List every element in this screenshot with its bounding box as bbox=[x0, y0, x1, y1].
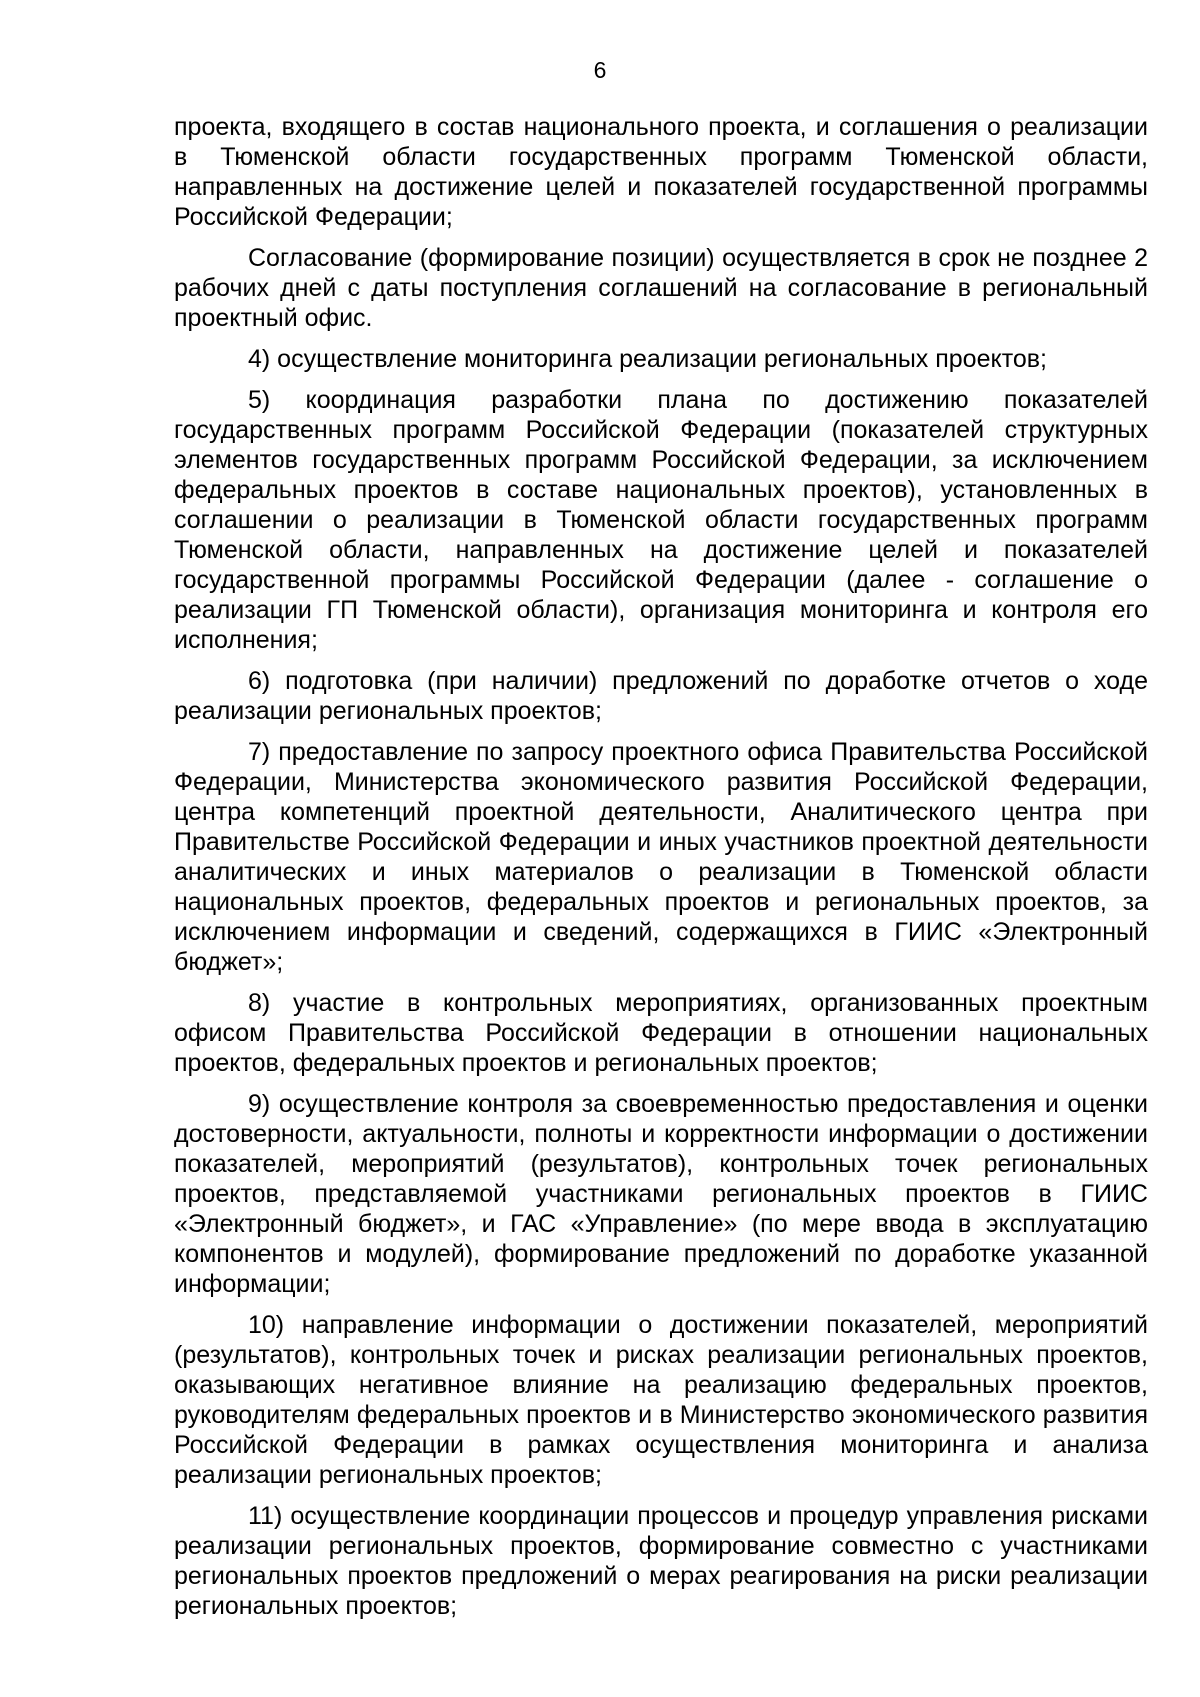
paragraph-continuation: проекта, входящего в состав национального проекта, и соглашения о реализации в Тюменской области государственных программ Тюменской области, направленных на достижение целей и показателей государственной программы Российской Федерации; bbox=[174, 113, 1148, 231]
paragraph-item-7: 7) предоставление по запросу проектного офиса Правительства Российской Федерации, Министерства экономического развития Российской Федерации, центра компетенций проектной деятельности, Аналитического центра при Правительстве Российской Федерации и иных участников проектной деятельности аналитических и иных материалов о реализации в Тюменской области национальных проектов, федеральных проектов и региональных проектов, за исключением информации и сведений, содержащихся в ГИИС «Электронный бюджет»; bbox=[174, 738, 1148, 976]
paragraph-item-11: 11) осуществление координации процессов и процедур управления рисками реализации региональных проектов, формирование совместно с участниками региональных проектов предложений о мерах реагирования на риски реализации региональных проектов; bbox=[174, 1502, 1148, 1620]
document-body bbox=[174, 112, 1148, 1632]
paragraph-approval-term: Согласование (формирование позиции) осуществляется в срок не позднее 2 рабочих дней с даты поступления соглашений на согласование в региональный проектный офис. bbox=[174, 244, 1148, 332]
paragraph-item-8: 8) участие в контрольных мероприятиях, организованных проектным офисом Правительства Российской Федерации в отношении национальных проектов, федеральных проектов и региональных проектов; bbox=[174, 989, 1148, 1077]
paragraph-item-9: 9) осуществление контроля за своевременностью предоставления и оценки достоверности, актуальности, полноты и корректности информации о достижении показателей, мероприятий (результатов), контрольных точек региональных проектов, представляемой участниками региональных проектов в ГИИС «Электронный бюджет», и ГАС «Управление» (по мере ввода в эксплуатацию компонентов и модулей), формирование предложений по доработке указанной информации; bbox=[174, 1090, 1148, 1298]
paragraph-item-10: 10) направление информации о достижении показателей, мероприятий (результатов), контрольных точек и рисках реализации региональных проектов, оказывающих негативное влияние на реализацию федеральных проектов, руководителям федеральных проектов и в Министерство экономического развития Российской Федерации в рамках осуществления мониторинга и анализа реализации региональных проектов; bbox=[174, 1311, 1148, 1489]
paragraph-item-4: 4) осуществление мониторинга реализации региональных проектов; bbox=[248, 345, 1047, 373]
paragraph-item-6: 6) подготовка (при наличии) предложений по доработке отчетов о ходе реализации региональных проектов; bbox=[174, 667, 1148, 725]
page-number: 6 bbox=[593, 57, 607, 83]
paragraph-item-5: 5) координация разработки плана по достижению показателей государственных программ Российской Федерации (показателей структурных элементов государственных программ Российской Федерации, за исключением федеральных проектов в составе национальных проектов), установленных в соглашении о реализации в Тюменской области государственных программ Тюменской области, направленных на достижение целей и показателей государственной программы Российской Федерации (далее - соглашение о реализации ГП Тюменской области), организация мониторинга и контроля его исполнения; bbox=[174, 386, 1148, 654]
